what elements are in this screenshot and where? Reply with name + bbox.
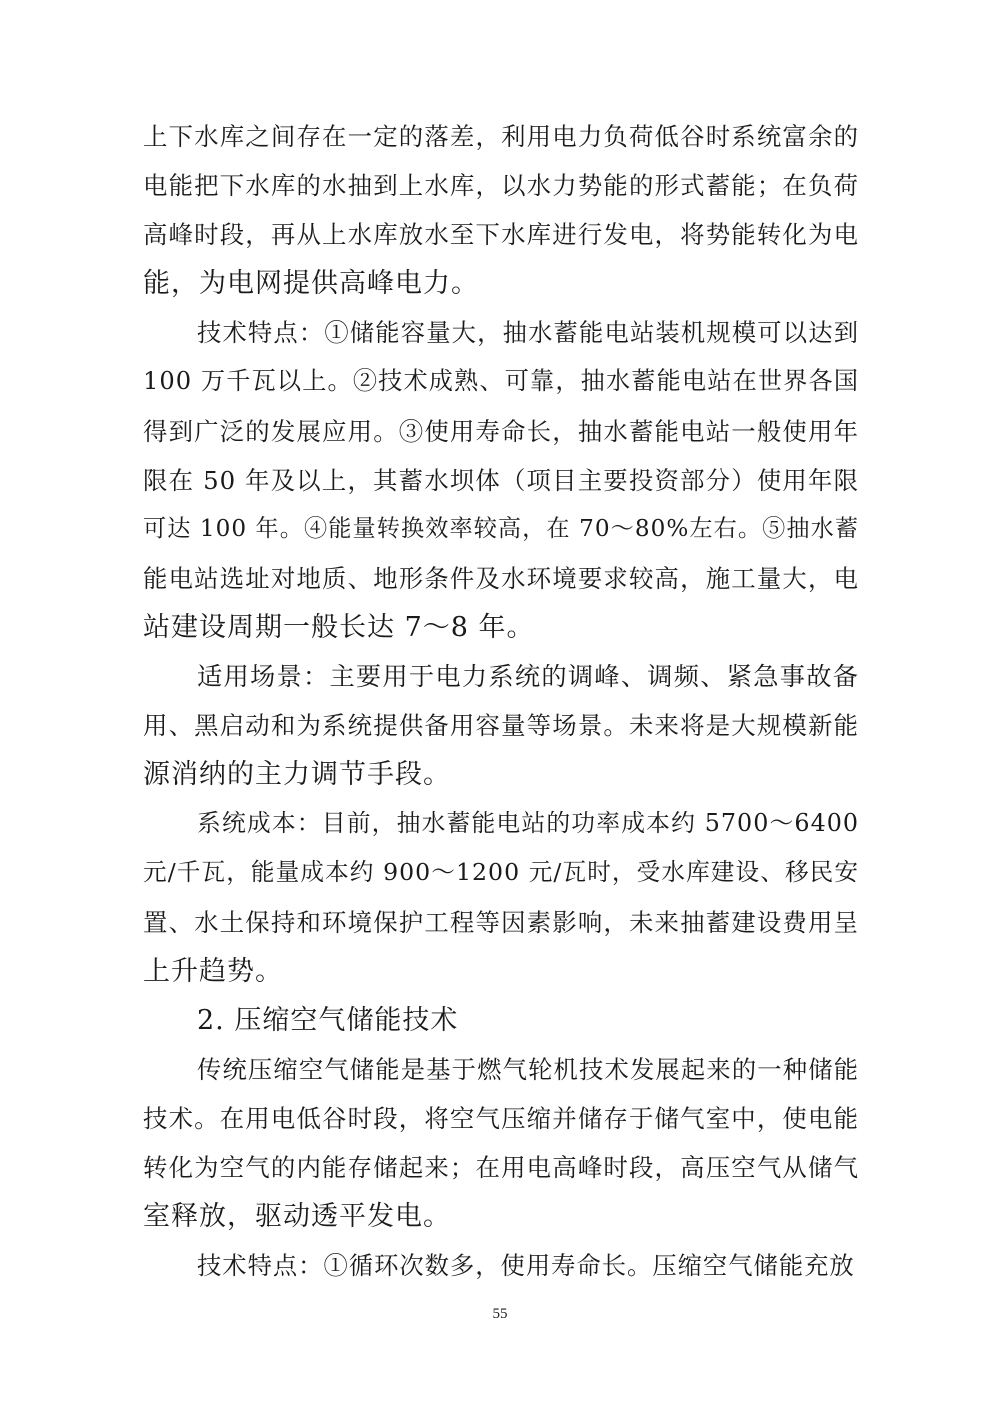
text-line: 能，为电网提供高峰电力。 <box>143 268 479 300</box>
paragraph-technical-features <box>143 308 859 652</box>
text-line: 元/千瓦，能量成本约 900～1200 元/瓦时，受水库建设、移民安 <box>143 858 859 887</box>
paragraph-compressed-air-features <box>143 1241 859 1290</box>
text-line: 置、水土保持和环境保护工程等因素影响，未来抽蓄建设费用呈 <box>143 907 859 937</box>
text-line: 技术特点：①循环次数多，使用寿命长。压缩空气储能充放 <box>197 1251 855 1281</box>
paragraph-pumped-storage-principle <box>143 112 859 308</box>
text-line: 传统压缩空气储能是基于燃气轮机技术发展起来的一种储能 <box>197 1054 859 1084</box>
section-heading-compressed-air <box>143 996 859 1045</box>
text-line: 2. 压缩空气储能技术 <box>197 1004 459 1036</box>
text-line: 得到广泛的发展应用。③使用寿命长，抽水蓄能电站一般使用年 <box>143 416 859 446</box>
text-line: 技术特点：①储能容量大，抽水蓄能电站装机规模可以达到 <box>197 318 859 348</box>
text-line: 上下水库之间存在一定的落差，利用电力负荷低谷时系统富余的 <box>143 122 859 151</box>
text-line: 适用场景：主要用于电力系统的调峰、调频、紧急事故备 <box>197 662 859 692</box>
text-line: 系统成本：目前，抽水蓄能电站的功率成本约 5700～6400 <box>197 809 859 838</box>
page-number: 55 <box>492 1306 508 1322</box>
text-line: 能电站选址对地质、地形条件及水环境要求较高，施工量大，电 <box>143 563 859 593</box>
text-line: 上升趋势。 <box>143 955 283 987</box>
paragraph-system-cost <box>143 799 859 995</box>
text-line: 用、黑启动和为系统提供备用容量等场景。未来将是大规模新能 <box>143 711 859 741</box>
paragraph-compressed-air-principle <box>143 1045 859 1241</box>
text-line: 室释放，驱动透平发电。 <box>143 1201 451 1233</box>
text-line: 高峰时段，再从上水库放水至下水库进行发电，将势能转化为电 <box>143 220 859 250</box>
text-line: 站建设周期一般长达 7～8 年。 <box>143 611 535 643</box>
text-line: 100 万千瓦以上。②技术成熟、可靠，抽水蓄能电站在世界各国 <box>143 367 859 396</box>
paragraph-application-scenarios <box>143 652 859 799</box>
text-line: 转化为空气的内能存储起来；在用电高峰时段，高压空气从储气 <box>143 1152 859 1182</box>
text-line: 技术。在用电低谷时段，将空气压缩并储存于储气室中，使电能 <box>143 1103 859 1133</box>
text-line: 可达 100 年。④能量转换效率较高，在 70～80%左右。⑤抽水蓄 <box>143 515 859 542</box>
text-line: 电能把下水库的水抽到上水库，以水力势能的形式蓄能；在负荷 <box>143 171 859 201</box>
text-line: 限在 50 年及以上，其蓄水坝体（项目主要投资部分）使用年限 <box>143 465 859 495</box>
document-body <box>143 112 859 1290</box>
text-line: 源消纳的主力调节手段。 <box>143 759 451 791</box>
